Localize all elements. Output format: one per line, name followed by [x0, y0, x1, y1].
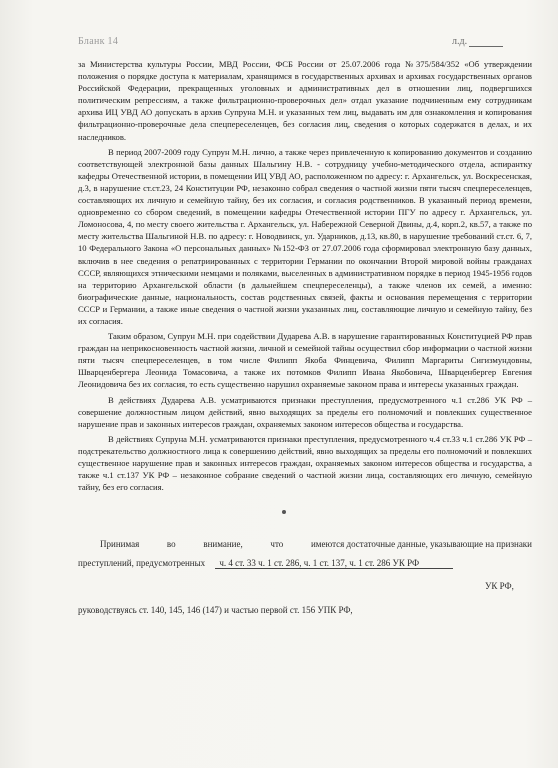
considering-word-1: Принимая [100, 539, 140, 549]
crimes-field: ч. 4 ст. 33 ч. 1 ст. 286, ч. 1 ст. 137, ч. 1 ст. 286 УК РФ [215, 558, 453, 569]
paragraph-suprun-crime: В действиях Супруна М.Н. усматриваются признаки преступления, предусмотренного ч.4 ст.33 ч.1 ст.286 УК РФ – подстрекательство должностного лица к совершению действий, явно выходящих за пределы его полномочий и повлекших существенное нарушение прав и законных интересов граждан, охраняемых законом интересов общества и государства, а также ч.1 ст.137 УК РФ – незаконное собрание сведений о частной жизни лица, составляющих его личную, семейную тайну, без его согласия. [78, 433, 532, 493]
sheet-number-label [452, 36, 503, 47]
considering-word-2: во [166, 539, 176, 549]
stray-mark [282, 510, 286, 514]
considering-line [100, 539, 532, 549]
guided-by-line: руководствуясь ст. 140, 145, 146 (147) и частью первой ст. 156 УПК РФ, [78, 605, 353, 615]
crimes-label: преступлений, предусмотренных [78, 558, 206, 568]
document-body [78, 58, 532, 493]
crimes-row [78, 558, 532, 569]
form-number-label: Бланк 14 [78, 36, 119, 47]
paragraph-summary: Таким образом, Супрун М.Н. при содействии Дударева А.В. в нарушение гарантированных Конституцией РФ прав граждан на неприкосновенность частной жизни, личной и семейной тайны осуществил сбор информации о частной жизни пяти тысяч спецпереселенцев, в том числе Филипп Якоба Финцевича, Филипп Маргариты Сигизмундовны, Шварценбергера Леонида Томасовича, а также их потомков Филипп Ивана Якобовича, Шварценбергер Евгения Леонидовича без их согласия, то есть существенно нарушил охраняемые законом права и интересы указанных граждан. [78, 331, 532, 390]
considering-word-3: внимание, [203, 539, 243, 549]
sheet-number-text: л.д. [452, 36, 468, 47]
sheet-number-blank [469, 37, 503, 47]
ukrf-label: УК РФ, [485, 581, 514, 591]
paragraph-dudarev-crime: В действиях Дударева А.В. усматриваются признаки преступления, предусмотренного ч.1 ст.286 УК РФ – совершение должностным лицом действий, явно выходящих за пределы его полномочий и повлекших существенное нарушение прав и законных интересов граждан, охраняемых законом интересов общества и государства. [78, 394, 532, 429]
considering-word-4: что [270, 539, 284, 549]
considering-word-5: имеются достаточные данные, указывающие на признаки [310, 539, 532, 549]
paragraph-data-collection: В период 2007-2009 году Супрун М.Н. лично, а также через привлеченную к копированию документов и созданию соответствующей электронной базы данных Шальгину Н.В. - сотрудницу учебно-методического отдела, аспирантку кафедры Отечественной истории, в помещении ИЦ УВД АО, расположенном по адресу: г. Архангельск, ул. Воскресенская, д.3, в нарушение ст.ст.23, 24 Конституции РФ, незаконно собрал сведения о частной жизни пяти тысяч спецпереселенцев, составляющих их личную и семейную тайну, без их согласия, и согласия родственников. В указанный период времени, одновременно со сбором сведений, в помещении кафедры Отечественной истории ПГУ по адресу г. Архангельск, ул. Ломоносова, 4, по месту своего жительства г. Архангельск, ул. Набережной Северной Двины, д.4, корп.2, кв.57, а также по месту жительства Шальгиной Н.В. по адресу: г. Новодвинск, ул. Ударников, д.13, кв.80, в нарушение требований ст.ст. 6, 7, 10 Федерального Закона «О персональных данных» №152-ФЗ от 27.07.2006 года сформировал электронную базу данных, включив в нее сведения о репатриированных с территории Германии по окончании Второй мировой войны гражданах СССР, являющихся этническими немцами и поляками, выселенных в административном порядке в период 1945-1956 годов на территорию Архангельской области (в дальнейшем спецпереселенцы), а также членов их семей, а именно: биографические данные, национальность, состав родственных связей, факты и основания перемещения с территории СССР и Германии, а также иные сведения о частной жизни указанных лиц, составляющие личную и семейную тайну, без их согласия. [78, 146, 532, 326]
paragraph-archive-order: за Министерства культуры России, МВД России, ФСБ России от 25.07.2006 года №375/584/352 «Об утверждении положения о порядке доступа к материалам, хранящимся в государственных архивах и архивах государственных органов Российской Федерации, прекращенных уголовных и административных дел в отношении лиц, подвергшихся политическим репрессиям, а также фильтрационно-проверочных дел» отдал указание подчиненным ему сотрудникам архива ИЦ УВД АО допускать в архив Супруна М.Н. и указанных тем лиц, выдавать им для ознакомления и копирования фильтрационно-проверочные дела спецпереселенцев, без согласия лиц, сведения о которых содержатся в делах, и их наследников. [78, 59, 532, 142]
